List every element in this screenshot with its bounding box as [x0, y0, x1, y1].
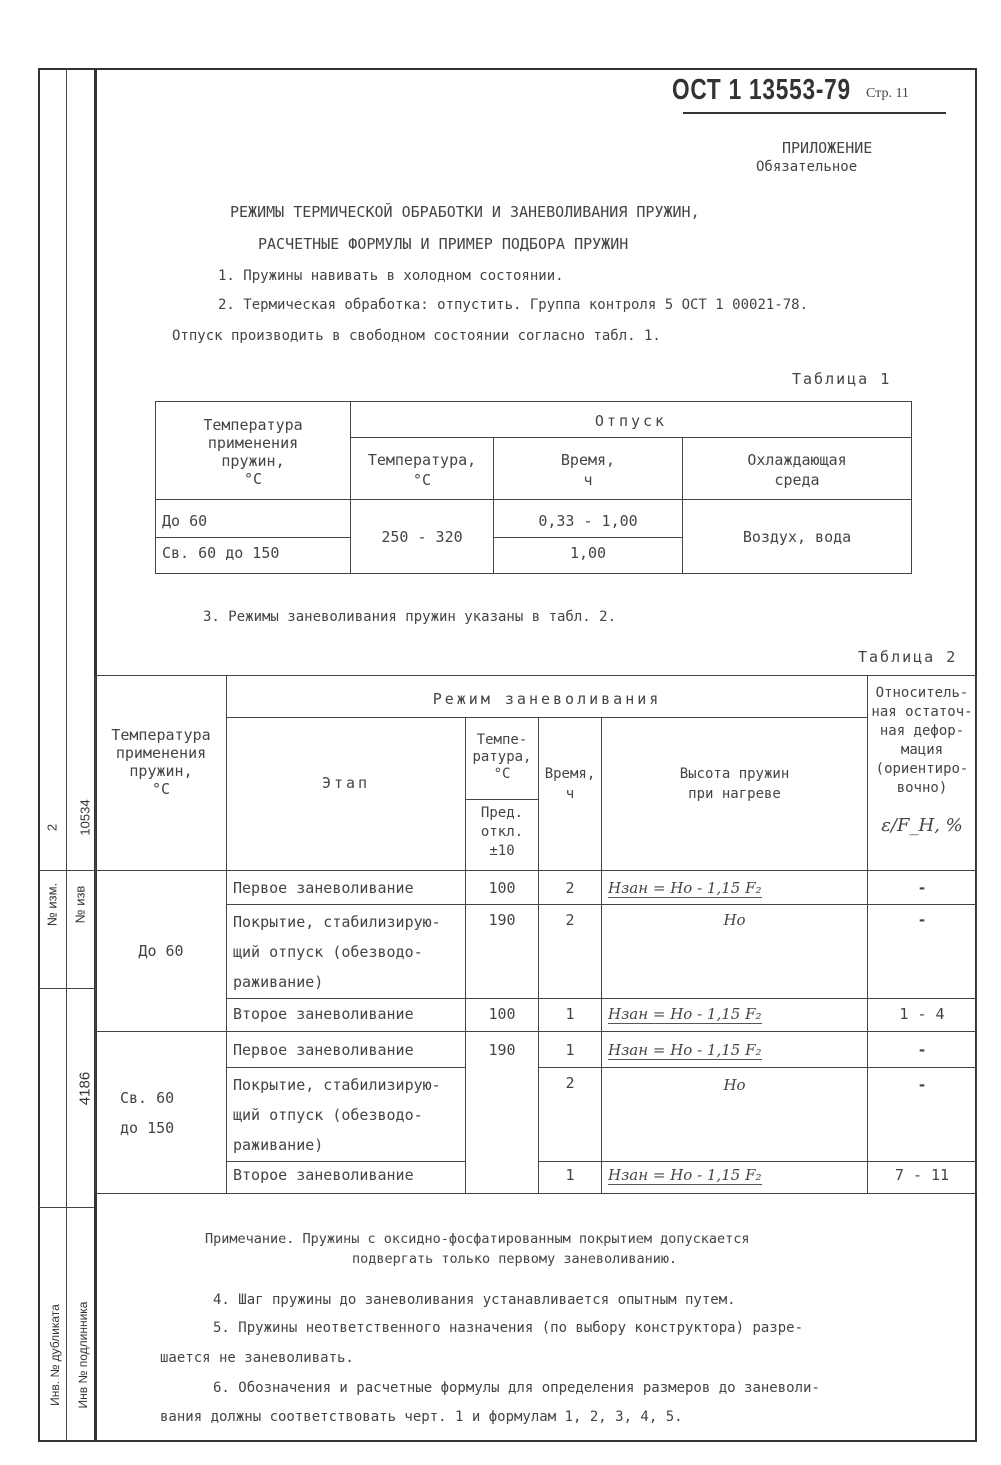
t2-row-stage: Покрытие, стабилизирую- щий отпуск (обезводо- раживание) [227, 905, 466, 999]
t2-row-temp: 190 [466, 905, 539, 999]
paragraph-6a: 6. Обозначения и расчетные формулы для определения размеров до заневоли- [213, 1380, 820, 1396]
t2-row-def: 1 - 4 [868, 999, 977, 1032]
doc-code-underline [683, 112, 946, 114]
t1-cool: Воздух, вода [683, 500, 912, 574]
t2-row-stage: Второе заневоливание [227, 999, 466, 1032]
paragraph-2a: 2. Термическая обработка: отпустить. Группа контроля 5 ОСТ 1 00021-78. [218, 297, 809, 313]
t1-h-temp-use: Температура применения пружин, °С [156, 402, 351, 500]
side-line [38, 988, 96, 989]
t2-h-height: Высота пружин при нагреве [602, 718, 868, 871]
t1-h-cool: Охлаждающая среда [683, 438, 912, 500]
paragraph-4: 4. Шаг пружины до заневоливания устанавливается опытным путем. [213, 1292, 736, 1308]
t2-g2-use: Св. 60 до 150 [96, 1032, 227, 1194]
table-2 [95, 675, 977, 1194]
side-line [38, 870, 96, 871]
t2-row-height: Hо [602, 1068, 868, 1162]
paragraph-2b: Отпуск производить в свободном состоянии согласно табл. 1. [172, 328, 661, 344]
t1-r1-use: До 60 [156, 500, 351, 538]
t2-h-def-formula: ε/F_H, % [881, 815, 963, 836]
t2-row-temp: 100 [466, 871, 539, 905]
t1-r2-time: 1,00 [494, 538, 683, 574]
side-izm-value: 2 [44, 823, 60, 832]
t2-row-time: 1 [539, 999, 602, 1032]
t2-h-time: Время, ч [539, 718, 602, 871]
t2-row-time: 2 [539, 905, 602, 999]
side-izm-label: № изм. [44, 882, 60, 927]
side-divider [66, 68, 67, 1442]
side-inv-value: 4186 [76, 1071, 94, 1106]
note-line1: Примечание. Пружины с оксидно-фосфатированным покрытием допускается [205, 1231, 750, 1247]
paragraph-6b: вания должны соответствовать черт. 1 и формулам 1, 2, 3, 4, 5. [160, 1409, 683, 1425]
table1-label: Таблица 1 [792, 370, 892, 388]
t2-row-stage: Покрытие, стабилизирую- щий отпуск (обезводо- раживание) [227, 1068, 466, 1162]
side-stamp-column [38, 68, 96, 1442]
t2-row-stage: Первое заневоливание [227, 871, 466, 905]
paragraph-5b: шается не заневоливать. [160, 1350, 354, 1366]
side-podlinnik-label: Инв № подлинника [76, 1301, 90, 1409]
t2-h-temp-use: Температура применения пружин, °С [96, 676, 227, 871]
side-line [38, 1207, 96, 1208]
t1-h-otpusk: Отпуск [351, 402, 912, 438]
paragraph-5a: 5. Пружины неответственного назначения (по выбору конструктора) разре- [213, 1320, 804, 1336]
t2-row-def: - [868, 905, 977, 999]
t1-h-temp: Температура, °С [351, 438, 494, 500]
t2-h-tol: Пред. откл. ±10 [466, 800, 539, 871]
appendix-label: ПРИЛОЖЕНИЕ [782, 139, 873, 157]
t2-row-def: - [868, 1068, 977, 1162]
note-line2: подвергать только первому заневоливанию. [352, 1251, 678, 1267]
title-line2: РАСЧЕТНЫЕ ФОРМУЛЫ И ПРИМЕР ПОДБОРА ПРУЖИН [258, 235, 629, 253]
doc-code: ОСТ 1 13553-79 [672, 74, 851, 106]
appendix-type: Обязательное [756, 159, 858, 175]
t2-row-def: 7 - 11 [868, 1162, 977, 1194]
table2-label: Таблица 2 [858, 648, 958, 666]
t1-temp: 250 - 320 [351, 500, 494, 574]
t2-row-time: 1 [539, 1032, 602, 1068]
side-dublikat-label: Инв. № дубликата [48, 1304, 62, 1406]
t2-g1-use: До 60 [96, 871, 227, 1032]
t1-r2-use: Св. 60 до 150 [156, 538, 351, 574]
paragraph-1: 1. Пружины навивать в холодном состоянии. [218, 268, 564, 284]
t2-h-temp: Темпе- ратура, °С [466, 718, 539, 800]
t2-row-def: - [868, 1032, 977, 1068]
side-izv-label: № изв [72, 885, 88, 924]
t2-row-temp: 100 [466, 999, 539, 1032]
table-1 [155, 401, 912, 574]
t2-row-def: - [868, 871, 977, 905]
t2-row-stage: Второе заневоливание [227, 1162, 466, 1194]
t1-h-time: Время, ч [494, 438, 683, 500]
t2-row-height: Hо [602, 905, 868, 999]
t2-row-height: Hзан = Hо - 1,15 F₂ [602, 999, 868, 1032]
title-line1: РЕЖИМЫ ТЕРМИЧЕСКОЙ ОБРАБОТКИ И ЗАНЕВОЛИВАНИЯ ПРУЖИН, [230, 203, 700, 221]
t2-row-height: Hзан = Hо - 1,15 F₂ [602, 1162, 868, 1194]
page-number: Стр. 11 [866, 86, 909, 101]
t2-row-height: Hзан = Hо - 1,15 F₂ [602, 1032, 868, 1068]
t2-h-stage: Этап [227, 718, 466, 871]
t2-row-temp: 190 [466, 1032, 539, 1194]
side-izv-value: 10534 [77, 799, 93, 836]
t2-row-time: 2 [539, 871, 602, 905]
t2-row-stage: Первое заневоливание [227, 1032, 466, 1068]
paragraph-3: 3. Режимы заневоливания пружин указаны в табл. 2. [203, 609, 617, 625]
t1-r1-time: 0,33 - 1,00 [494, 500, 683, 538]
t2-h-def: Относитель- ная остаточ- ная дефор- мация (ориентиро- вочно) ε/F_H, % [868, 676, 977, 871]
t2-h-regime: Режим заневоливания [227, 676, 868, 718]
t2-row-height: Hзан = Hо - 1,15 F₂ [602, 871, 868, 905]
t2-row-time: 2 [539, 1068, 602, 1162]
t2-row-time: 1 [539, 1162, 602, 1194]
